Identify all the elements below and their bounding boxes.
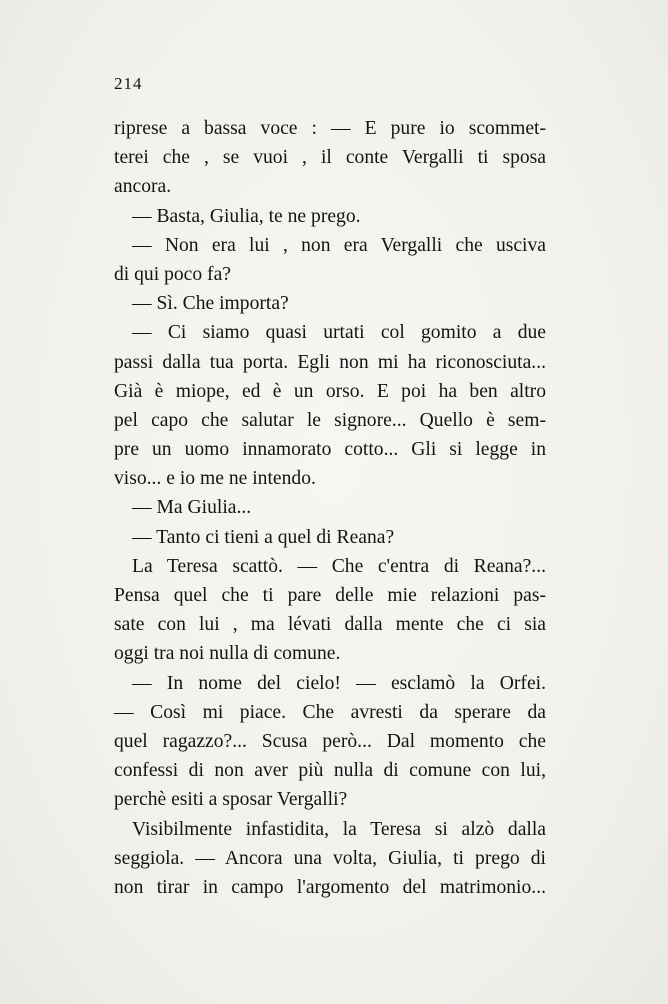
text-line: non tirar in campo l'argomento del matrimonio... bbox=[114, 876, 546, 898]
text-line: perchè esiti a sposar Vergalli? bbox=[114, 789, 348, 811]
text-line: — Basta, Giulia, te ne prego. bbox=[132, 205, 361, 227]
text-line: quel ragazzo?... Scusa però... Dal momento che bbox=[114, 730, 546, 752]
text-line: terei che , se vuoi , il conte Vergalli ti sposa bbox=[114, 147, 546, 169]
text-line: pre un uomo innamorato cotto... Gli si legge in bbox=[114, 439, 546, 461]
text-line: — Così mi piace. Che avresti da sperare da bbox=[114, 701, 546, 723]
text-line: oggi tra noi nulla di comune. bbox=[114, 643, 341, 665]
text-line: — Ci siamo quasi urtati col gomito a due bbox=[132, 322, 546, 344]
text-line: pel capo che salutar le signore... Quello è sem- bbox=[114, 409, 546, 431]
text-line: sate con lui , ma lévati dalla mente che ci sia bbox=[114, 614, 546, 636]
text-line: confessi di non aver più nulla di comune con lui, bbox=[114, 760, 546, 782]
body-text bbox=[114, 114, 546, 902]
text-line: — Ma Giulia... bbox=[132, 497, 252, 519]
text-line: seggiola. — Ancora una volta, Giulia, ti prego di bbox=[114, 847, 546, 869]
text-line: — Non era lui , non era Vergalli che usciva bbox=[132, 234, 546, 256]
text-line: Pensa quel che ti pare delle mie relazioni pas- bbox=[114, 585, 546, 606]
text-line: viso... e io me ne intendo. bbox=[114, 468, 316, 490]
text-line: Visibilmente infastidita, la Teresa si alzò dalla bbox=[132, 818, 546, 840]
text-line: Già è miope, ed è un orso. E poi ha ben altro bbox=[114, 380, 546, 402]
text-line: passi dalla tua porta. Egli non mi ha riconosciuta... bbox=[114, 351, 546, 373]
text-line: — In nome del cielo! — esclamò la Orfei. bbox=[132, 672, 546, 694]
page-number: 214 bbox=[114, 74, 143, 93]
text-line: La Teresa scattò. — Che c'entra di Reana?... bbox=[132, 555, 546, 577]
text-line: di qui poco fa? bbox=[114, 263, 231, 285]
text-line: ancora. bbox=[114, 176, 172, 198]
text-line: — Sì. Che importa? bbox=[132, 293, 289, 315]
text-line: — Tanto ci tieni a quel di Reana? bbox=[132, 526, 395, 548]
text-line: riprese a bassa voce : — E pure io scommet- bbox=[114, 118, 546, 139]
